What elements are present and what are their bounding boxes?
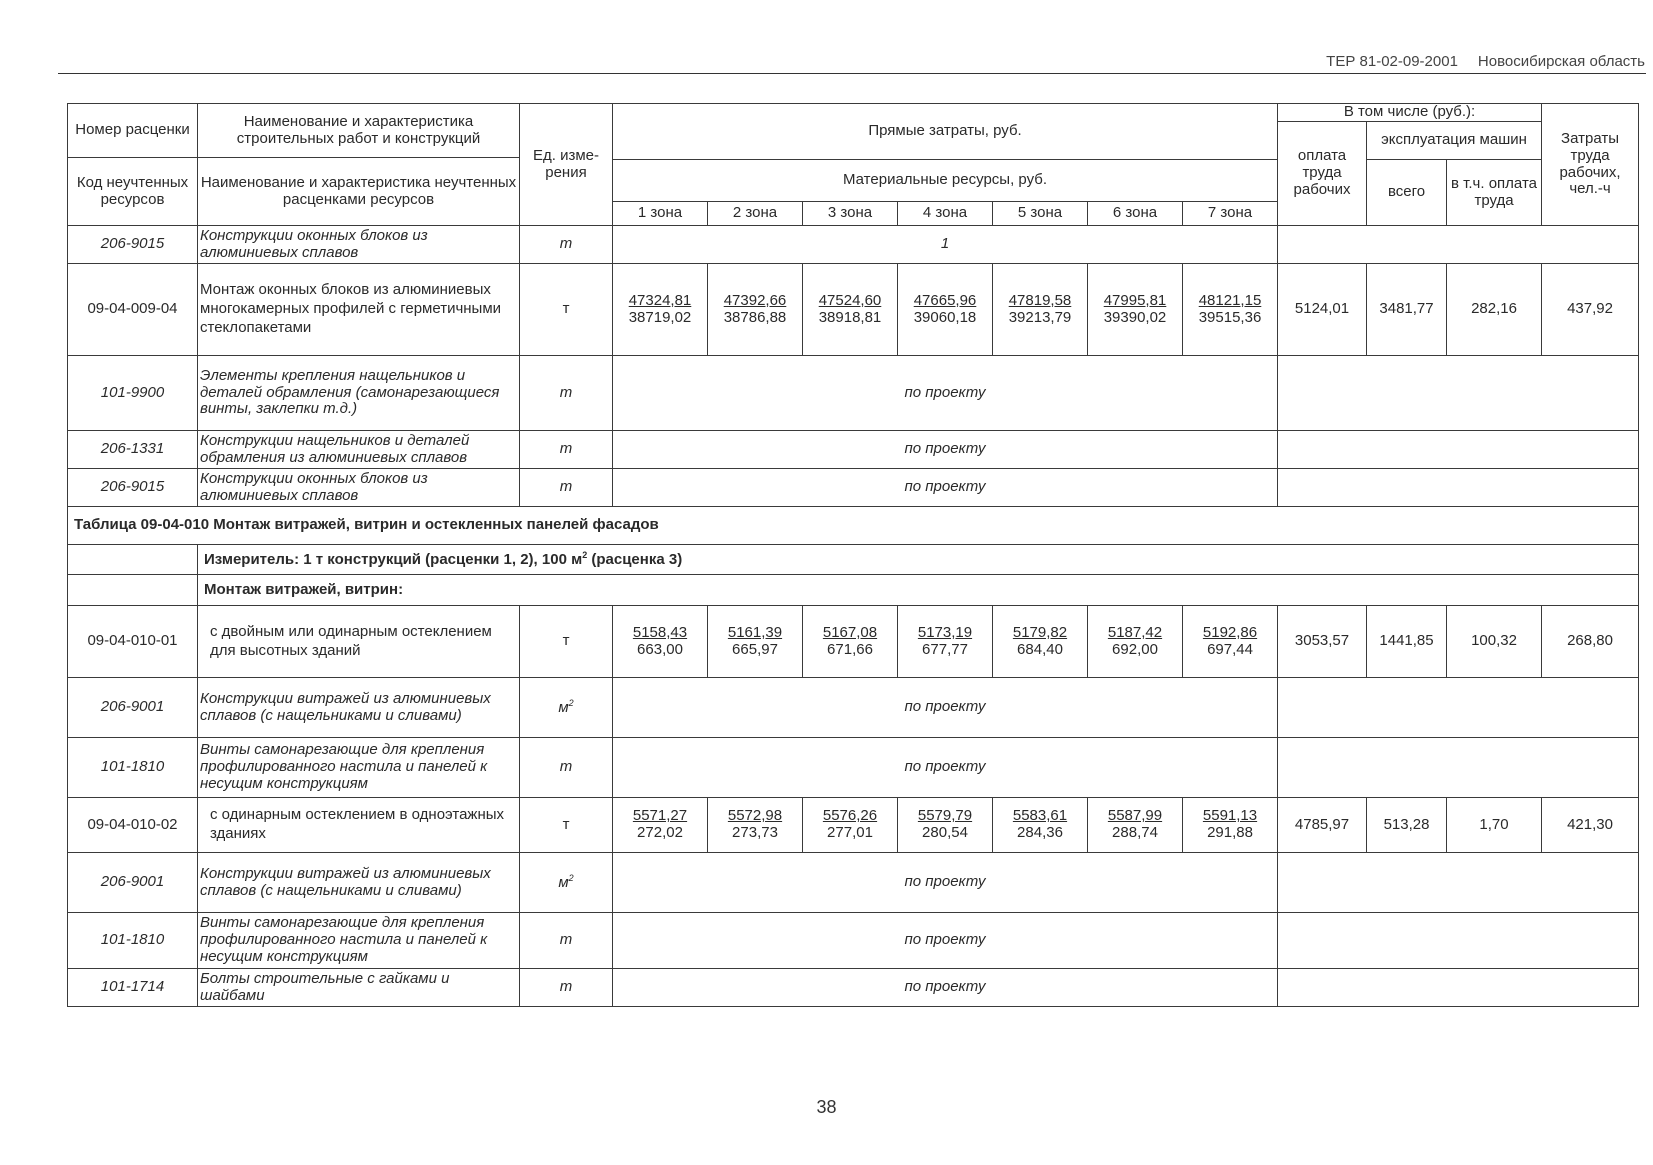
resource-row (68, 913, 1639, 969)
page-header (1326, 53, 1645, 70)
unit-cell: т (520, 913, 613, 969)
meter-part: Измеритель: 1 т конструкций (расценки 1, 2), 100 м (204, 551, 583, 569)
machines-labor-value: 100,32 (1447, 606, 1542, 678)
resource-value: по проекту (613, 969, 1278, 1007)
direct-cost-value: 5192,86 (1202, 623, 1258, 641)
zone-cell (613, 798, 708, 853)
material-cost-value: 38786,88 (723, 308, 787, 326)
direct-cost-value: 5587,99 (1107, 807, 1163, 825)
resource-row (68, 356, 1639, 431)
meter-text (198, 545, 1639, 575)
unit-sup: 2 (568, 873, 574, 884)
direct-cost-value: 48121,15 (1198, 291, 1262, 309)
direct-cost-value: 5579,79 (917, 807, 973, 825)
empty-cell (1278, 738, 1639, 798)
empty-cell (1278, 226, 1639, 264)
zone-cell (613, 606, 708, 678)
labor-cost-value: 268,80 (1542, 606, 1639, 678)
unit-cell: т (520, 356, 613, 431)
col-machines: эксплуатация машин (1367, 122, 1542, 160)
zone-cell (708, 264, 803, 356)
direct-cost-value: 47392,66 (723, 291, 787, 309)
col-machines-labor: в т.ч. оплата труда (1447, 160, 1542, 226)
empty-cell (1278, 853, 1639, 913)
resource-code: 101-1810 (68, 913, 198, 969)
resource-row (68, 853, 1639, 913)
page-number: 38 (816, 1097, 837, 1117)
table-title: Таблица 09-04-010 Монтаж витражей, витрин и остекленных панелей фасадов (68, 507, 1639, 545)
section-row (68, 575, 1639, 606)
material-cost-value: 665,97 (732, 640, 778, 658)
material-cost-value: 39390,02 (1103, 308, 1167, 326)
table-title-row (68, 507, 1639, 545)
unit-cell: т (520, 226, 613, 264)
unit-cell: т (520, 431, 613, 469)
empty-cell (1278, 913, 1639, 969)
unit-cell: т (520, 798, 613, 853)
resource-code: 206-9015 (68, 226, 198, 264)
empty-cell (68, 545, 198, 575)
unit-cell: т (520, 264, 613, 356)
zone-cell (1183, 798, 1278, 853)
direct-cost-value: 5161,39 (727, 623, 783, 641)
labor-cost-value: 421,30 (1542, 798, 1639, 853)
zone-cell (1183, 606, 1278, 678)
material-cost-value: 273,73 (732, 824, 778, 841)
resource-value: по проекту (613, 913, 1278, 969)
unit-text: м (558, 874, 569, 892)
material-cost-value: 39515,36 (1198, 308, 1262, 326)
empty-cell (1278, 356, 1639, 431)
col-labor-cost: Затраты труда рабочих, чел.-ч (1542, 104, 1639, 226)
unit-cell (520, 853, 613, 913)
zone-cell (993, 606, 1088, 678)
col-materials: Материальные ресурсы, руб. (613, 160, 1278, 202)
zone-cell (993, 264, 1088, 356)
material-cost-value: 39060,18 (913, 308, 977, 326)
resource-code: 206-1331 (68, 431, 198, 469)
meter-part: (расценка 3) (587, 551, 683, 569)
header-rule (58, 73, 1646, 74)
labor-pay-value: 3053,57 (1278, 606, 1367, 678)
resource-name: Элементы крепления нащельников и деталей обрамления (самонарезающиеся винты, заклепки т.д.) (198, 356, 520, 431)
resource-row (68, 469, 1639, 507)
zone-header: 1 зона (613, 202, 708, 226)
zone-cell (1088, 264, 1183, 356)
resource-code: 206-9001 (68, 853, 198, 913)
resource-code: 206-9015 (68, 469, 198, 507)
resource-value: по проекту (613, 431, 1278, 469)
resource-value: по проекту (613, 469, 1278, 507)
direct-cost-value: 5572,98 (727, 807, 783, 825)
zone-cell (803, 264, 898, 356)
resource-row (68, 226, 1639, 264)
labor-pay-value: 4785,97 (1278, 798, 1367, 853)
zone-cell (803, 606, 898, 678)
zone-header: 5 зона (993, 202, 1088, 226)
unit-cell: т (520, 606, 613, 678)
labor-cost-value: 437,92 (1542, 264, 1639, 356)
zone-cell (1088, 606, 1183, 678)
header-row-1 (68, 104, 1639, 122)
resource-value: по проекту (613, 678, 1278, 738)
rate-code: 09-04-010-02 (68, 798, 198, 853)
machines-total-value: 513,28 (1367, 798, 1447, 853)
empty-cell (1278, 431, 1639, 469)
direct-cost-value: 47524,60 (818, 291, 882, 309)
material-cost-value: 692,00 (1112, 640, 1158, 658)
resource-value: 1 (613, 226, 1278, 264)
rate-row (68, 264, 1639, 356)
material-cost-value: 284,36 (1017, 824, 1063, 841)
zone-cell (898, 264, 993, 356)
empty-cell (1278, 469, 1639, 507)
material-cost-value: 38918,81 (818, 308, 882, 326)
resource-name: Винты самонарезающие для крепления профилированного настила и панелей к несущим конструкциям (198, 913, 520, 969)
rate-row (68, 798, 1639, 853)
material-cost-value: 280,54 (922, 824, 968, 841)
direct-cost-value: 47324,81 (628, 291, 692, 309)
direct-cost-value: 5167,08 (822, 623, 878, 641)
material-cost-value: 277,01 (827, 824, 873, 841)
unit-sup: 2 (568, 698, 574, 709)
meter-row (68, 545, 1639, 575)
material-cost-value: 671,66 (827, 640, 873, 658)
col-resource-code: Код неучтенных ресурсов (68, 158, 198, 226)
material-cost-value: 39213,79 (1008, 308, 1072, 326)
rate-code: 09-04-010-01 (68, 606, 198, 678)
resource-name: Болты строительные с гайками и шайбами (198, 969, 520, 1007)
section-heading: Монтаж витражей, витрин: (198, 575, 1639, 606)
zone-cell (898, 606, 993, 678)
direct-cost-value: 5179,82 (1012, 623, 1068, 641)
machines-total-value: 3481,77 (1367, 264, 1447, 356)
col-unit: Ед. изме-рения (520, 104, 613, 226)
unit-cell (520, 678, 613, 738)
zone-cell (898, 798, 993, 853)
resource-row (68, 738, 1639, 798)
zone-cell (1183, 264, 1278, 356)
resource-value: по проекту (613, 738, 1278, 798)
col-including: В том числе (руб.): (1278, 104, 1542, 122)
direct-cost-value: 5158,43 (632, 623, 688, 641)
col-direct-costs: Прямые затраты, руб. (613, 104, 1278, 160)
resource-code: 206-9001 (68, 678, 198, 738)
resource-row (68, 431, 1639, 469)
unit-text: м (558, 699, 569, 717)
machines-labor-value: 282,16 (1447, 264, 1542, 356)
material-cost-value: 288,74 (1112, 824, 1158, 841)
empty-cell (1278, 969, 1639, 1007)
col-resource-name: Наименование и характеристика неучтенных расценками ресурсов (198, 158, 520, 226)
zone-cell (708, 606, 803, 678)
direct-cost-value: 5173,19 (917, 623, 973, 641)
col-labor-pay: оплата труда рабочих (1278, 122, 1367, 226)
direct-cost-value: 5591,13 (1202, 807, 1258, 825)
direct-cost-value: 5571,27 (632, 807, 688, 825)
zone-cell (993, 798, 1088, 853)
resource-code: 101-1810 (68, 738, 198, 798)
material-cost-value: 663,00 (637, 640, 683, 658)
material-cost-value: 684,40 (1017, 640, 1063, 658)
resource-name: Винты самонарезающие для крепления профилированного настила и панелей к несущим конструкциям (198, 738, 520, 798)
direct-cost-value: 5187,42 (1107, 623, 1163, 641)
zone-cell (803, 798, 898, 853)
rate-row (68, 606, 1639, 678)
resource-value: по проекту (613, 853, 1278, 913)
zone-header: 3 зона (803, 202, 898, 226)
empty-cell (1278, 678, 1639, 738)
direct-cost-value: 47819,58 (1008, 291, 1072, 309)
rate-name: с двойным или одинарным остеклением для высотных зданий (198, 606, 520, 678)
material-cost-value: 272,02 (637, 824, 683, 841)
resource-code: 101-1714 (68, 969, 198, 1007)
material-cost-value: 291,88 (1207, 824, 1253, 841)
resource-name: Конструкции оконных блоков из алюминиевых сплавов (198, 469, 520, 507)
resource-name: Конструкции витражей из алюминиевых сплавов (с нащельниками и сливами) (198, 678, 520, 738)
direct-cost-value: 47995,81 (1103, 291, 1167, 309)
document-code: ТЕР 81-02-09-2001 (1326, 53, 1458, 70)
col-machines-total: всего (1367, 160, 1447, 226)
region-name: Новосибирская область (1477, 53, 1645, 70)
zone-header: 4 зона (898, 202, 993, 226)
unit-cell: т (520, 469, 613, 507)
resource-row (68, 678, 1639, 738)
rate-name: Монтаж оконных блоков из алюминиевых многокамерных профилей с герметичными стеклопакетами (198, 264, 520, 356)
zone-cell (708, 798, 803, 853)
resource-name: Конструкции витражей из алюминиевых сплавов (с нащельниками и сливами) (198, 853, 520, 913)
machines-total-value: 1441,85 (1367, 606, 1447, 678)
resource-value: по проекту (613, 356, 1278, 431)
meter-sup: 2 (582, 550, 588, 561)
material-cost-value: 677,77 (922, 640, 968, 658)
machines-labor-value: 1,70 (1447, 798, 1542, 853)
rate-name: с одинарным остеклением в одноэтажных зданиях (198, 798, 520, 853)
direct-cost-value: 5576,26 (822, 807, 878, 825)
zone-header: 6 зона (1088, 202, 1183, 226)
empty-cell (68, 575, 198, 606)
material-cost-value: 697,44 (1207, 640, 1253, 658)
resource-row (68, 969, 1639, 1007)
labor-pay-value: 5124,01 (1278, 264, 1367, 356)
zone-cell (1088, 798, 1183, 853)
unit-cell: т (520, 969, 613, 1007)
resource-name: Конструкции нащельников и деталей обрамления из алюминиевых сплавов (198, 431, 520, 469)
zone-cell (613, 264, 708, 356)
direct-cost-value: 5583,61 (1012, 807, 1068, 825)
rate-code: 09-04-009-04 (68, 264, 198, 356)
zone-header: 7 зона (1183, 202, 1278, 226)
zone-header: 2 зона (708, 202, 803, 226)
material-cost-value: 38719,02 (628, 308, 692, 326)
resource-code: 101-9900 (68, 356, 198, 431)
resource-name: Конструкции оконных блоков из алюминиевых сплавов (198, 226, 520, 264)
direct-cost-value: 47665,96 (913, 291, 977, 309)
col-rate-number: Номер расценки (68, 104, 198, 158)
price-table (67, 103, 1639, 1007)
col-work-name: Наименование и характеристика строительных работ и конструкций (198, 104, 520, 158)
unit-cell: т (520, 738, 613, 798)
